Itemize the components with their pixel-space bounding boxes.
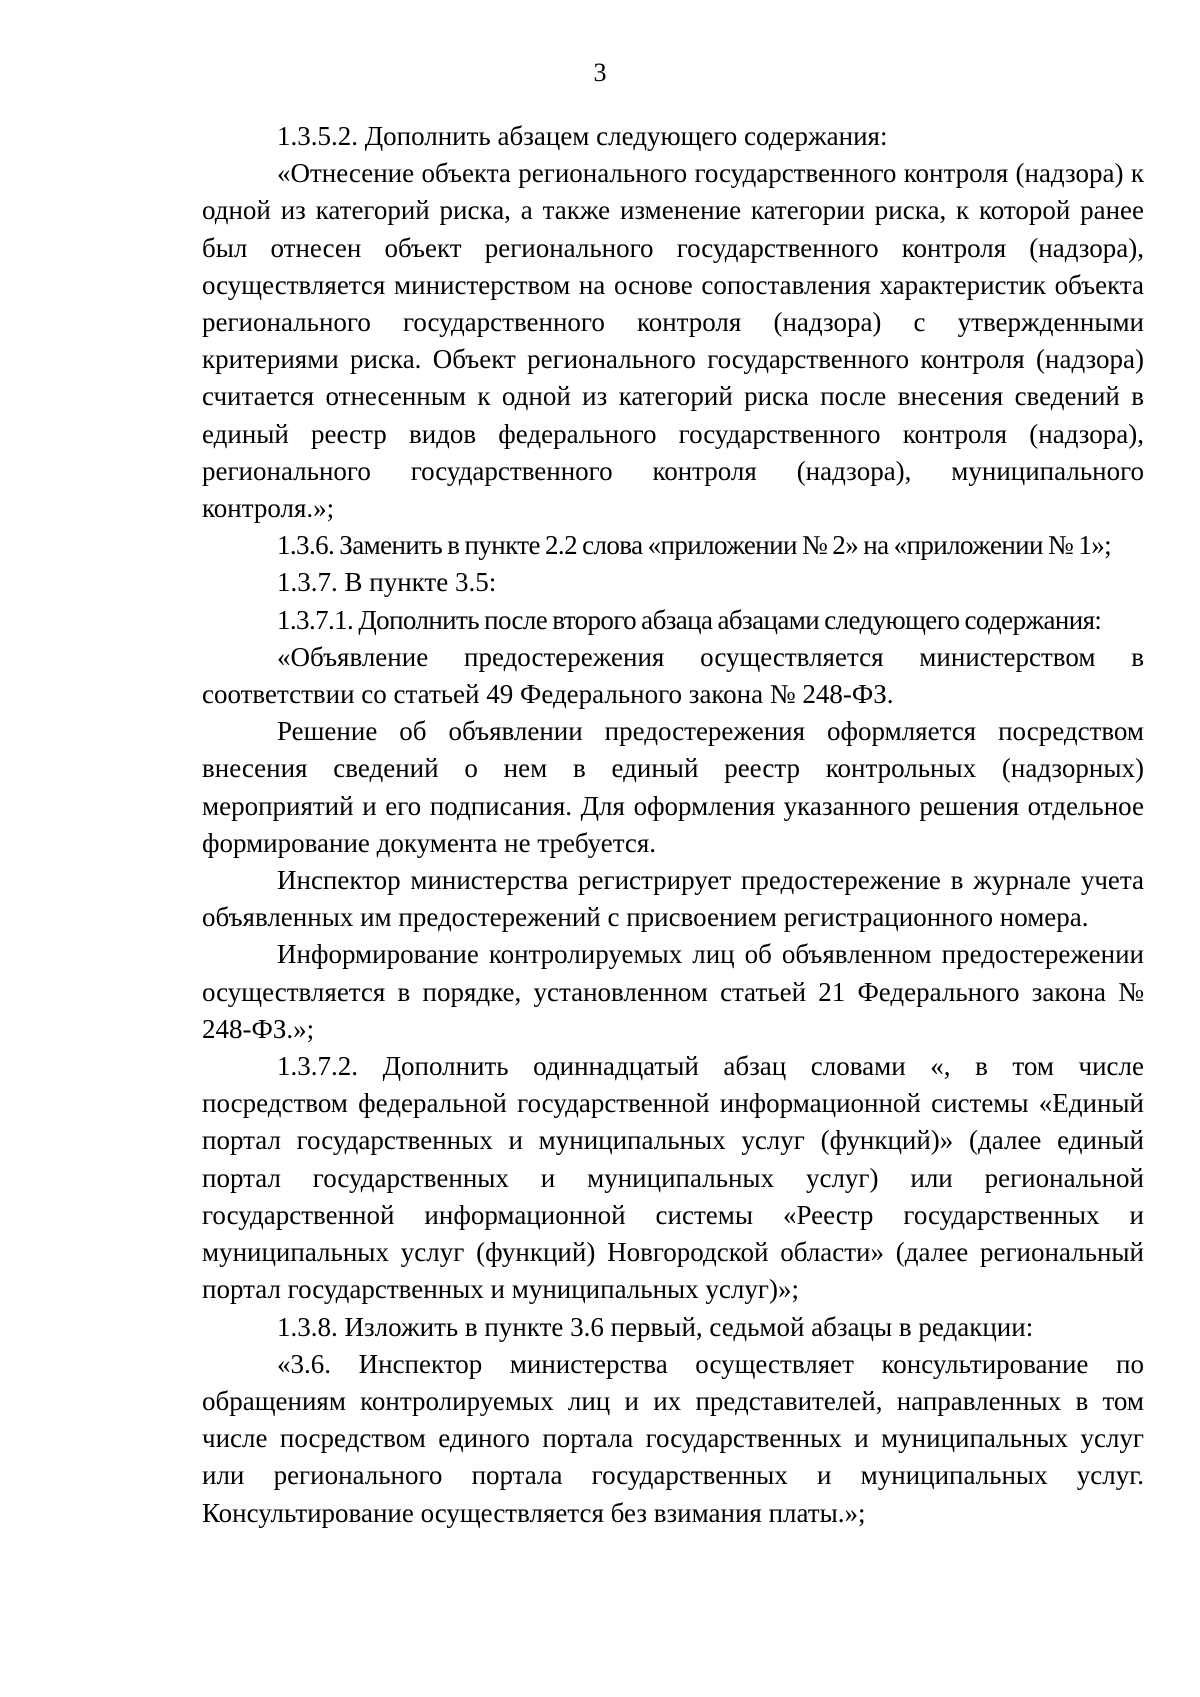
paragraph-1-3-5-2: 1.3.5.2. Дополнить абзацем следующего содержания: [277, 121, 888, 151]
paragraph-1-3-7-1: 1.3.7.1. Дополнить после второго абзаца абзацами следующего содержания: [277, 604, 1102, 635]
paragraph-inspector-registration: Инспектор министерства регистрирует предостережение в журнале учета объявленных им предостережений с присвоением регистрационного номера. [202, 865, 1144, 933]
paragraph-informing-persons: Информирование контролируемых лиц об объявленном предостережении осуществляется в порядке, установленном статьей 21 Федерального закона № 248-ФЗ.»; [202, 939, 1144, 1044]
paragraph-1-3-7: 1.3.7. В пункте 3.5: [277, 567, 497, 598]
page-number: 3 [593, 58, 607, 87]
paragraph-warning-decision: Решение об объявлении предостережения оформляется посредством внесения сведений о нем в единый реестр контрольных (надзорных) мероприятий и его подписания. Для оформления указанного решения отдельное формирование документа не требуется. [202, 716, 1144, 858]
document-body [202, 118, 1144, 1532]
paragraph-3-6-consultation: «3.6. Инспектор министерства осуществляет консультирование по обращениям контролируемых лиц и их представителей, направленных в том числе посредством единого портала государственных и муниципальных услуг или регионального портала государственных и муниципальных услуг. Консультирование осуществляется без взимания платы.»; [202, 1348, 1144, 1528]
paragraph-1-3-8: 1.3.8. Изложить в пункте 3.6 первый, седьмой абзацы в редакции: [277, 1311, 1034, 1342]
paragraph-1-3-6: 1.3.6. Заменить в пункте 2.2 слова «приложении № 2» на «приложении № 1»; [277, 530, 1112, 561]
paragraph-1-3-7-2: 1.3.7.2. Дополнить одиннадцатый абзац словами «, в том числе посредством федеральной государственной информационной системы «Единый портал государственных и муниципальных услуг (функций)» (далее единый портал государственных и муниципальных услуг) или региональной государственной информационной системы «Реестр государственных и муниципальных услуг (функций) Новгородской области» (далее региональный портал государственных и муниципальных услуг)»; [202, 1051, 1144, 1305]
paragraph-warning-announcement: «Объявление предостережения осуществляется министерством в соответствии со статьей 49 Федерального закона № 248-ФЗ. [202, 641, 1144, 710]
paragraph-risk-category-quote: «Отнесение объекта регионального государственного контроля (надзора) к одной из категорий риска, а также изменение категории риска, к которой ранее был отнесен объект регионального государственного контроля (надзора), осуществляется министерством на основе сопоставления характеристик объекта регионального государственного контроля (надзора) с утвержденными критериями риска. Объект регионального государственного контроля (надзора) считается отнесенным к одной из категорий риска после внесения сведений в единый реестр видов федерального государственного контроля (надзора), регионального государственного контроля (надзора), муниципального контроля.»; [202, 158, 1144, 524]
